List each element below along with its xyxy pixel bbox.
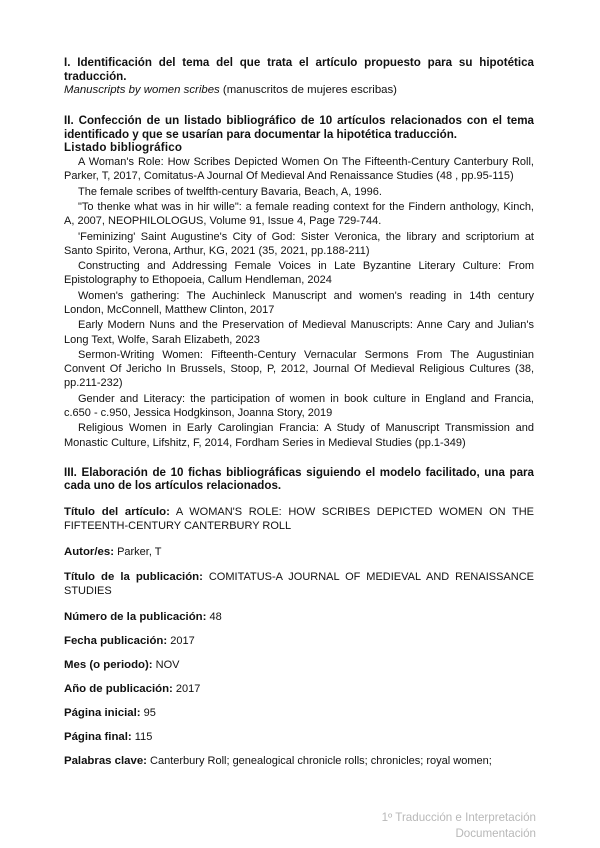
field-label: Mes (o periodo):: [64, 658, 153, 671]
field-year: [64, 682, 534, 696]
bibliography-list: [64, 155, 534, 450]
section-3-heading: III. Elaboración de 10 fichas bibliográficas siguiendo el modelo facilitado, una para cada uno de los artículos relacionados.: [64, 465, 534, 493]
field-label: Número de la publicación:: [64, 610, 207, 623]
section-1-topic: [64, 83, 534, 97]
field-authors: [64, 545, 534, 559]
field-value: Canterbury Roll; genealogical chronicle rolls; chronicles; royal women;: [150, 754, 492, 767]
section-1-heading: I. Identificación del tema del que trata el artículo propuesto para su hipotética traducción.: [64, 56, 534, 83]
bibliography-item: Gender and Literacy: the participation of women in book culture in England and Francia, c.650 - c.950, Jessica Hodgkinson, Joanna Story, 2019: [64, 392, 534, 419]
footer-subject: Documentación: [455, 827, 536, 840]
bibliography-item: A Woman's Role: How Scribes Depicted Women On The Fifteenth-Century Canterbury Roll, Parker, T, 2017, Comitatus-A Journal Of Medieval And Renaissance Studies (48 , pp.95-115): [64, 156, 534, 183]
field-end-page: [64, 730, 534, 744]
bibliography-item: Early Modern Nuns and the Preservation of Medieval Manuscripts: Anne Cary and Julian's Long Text, Wolfe, Sarah Elizabeth, 2023: [64, 319, 534, 346]
field-month: [64, 658, 534, 672]
field-keywords: [64, 754, 534, 768]
field-value: Parker, T: [117, 545, 162, 558]
field-label: Página final:: [64, 730, 132, 743]
field-value: A WOMAN'S ROLE: HOW SCRIBES DEPICTED WOMEN ON THE FIFTEENTH-CENTURY CANTERBURY ROLL: [64, 505, 535, 532]
topic-italic: Manuscripts by women scribes: [64, 84, 220, 96]
field-start-page: [64, 706, 534, 720]
field-publication-date: [64, 634, 534, 648]
field-value: 115: [134, 730, 153, 743]
field-publication-number: [64, 610, 534, 624]
footer-course: 1º Traducción e Interpretación: [381, 811, 536, 824]
field-value: 2017: [175, 682, 201, 695]
field-label: Título de la publicación:: [64, 570, 203, 583]
topic-translation: (manuscritos de mujeres escribas): [219, 84, 397, 96]
page-footer: [382, 810, 536, 842]
field-value: 48: [209, 610, 222, 623]
bibliography-item: Sermon-Writing Women: Fifteenth-Century Vernacular Sermons From The Augustinian Convent Of Jericho In Brussels, Stoop, P, 2012, Journal Of Medieval Religious Cultures (38, pp.211-232): [64, 348, 534, 390]
bibliography-item: Religious Women in Early Carolingian Francia: A Study of Manuscript Transmission and Monastic Culture, Lifshitz, F, 2014, Fordham Series in Medieval Studies (pp.1-349): [64, 422, 534, 449]
bibliography-item: "To thenke what was in hir wille": a female reading context for the Findern anthology, Kinch, A, 2007, NEOPHILOLOGUS, Volume 91, Issue 4, Page 729-744.: [64, 200, 534, 228]
bibliography-item: Constructing and Addressing Female Voices in Late Byzantine Literary Culture: From Epistolography to Ethopoeia, Callum Hendleman, 2024: [64, 260, 534, 287]
bibliography-item: Women's gathering: The Auchinleck Manuscript and women's reading in 14th century London, McConnell, Matthew Clinton, 2017: [64, 289, 534, 316]
field-label: Fecha publicación:: [64, 634, 168, 647]
field-publication-title: [64, 570, 534, 598]
bibliography-item: 'Feminizing' Saint Augustine's City of God: Sister Veronica, the library and scriptorium at Santo Spirito, Verona, Arthur, KG, 2021 (35, 2021, pp.188-211): [64, 230, 534, 257]
field-article-title: [64, 505, 534, 533]
document-body: [64, 56, 534, 768]
field-value: 2017: [170, 634, 195, 647]
field-label: Palabras clave:: [64, 754, 147, 767]
field-label: Año de publicación:: [64, 682, 173, 695]
bibliography-item: The female scribes of twelfth-century Bavaria, Beach, A, 1996.: [78, 185, 382, 198]
field-label: Autor/es:: [64, 545, 114, 558]
field-label: Página inicial:: [64, 706, 141, 719]
section-2-heading: II. Confección de un listado bibliográfico de 10 artículos relacionados con el tema identificado y que se usarían para documentar la hipotética traducción.: [64, 114, 534, 141]
field-value: NOV: [155, 658, 180, 671]
field-label: Título del artículo:: [64, 505, 170, 518]
field-value: COMITATUS-A JOURNAL OF MEDIEVAL AND RENAISSANCE STUDIES: [64, 570, 534, 597]
bibliography-list-title: Listado bibliográfico: [64, 141, 183, 154]
field-value: 95: [143, 706, 156, 719]
